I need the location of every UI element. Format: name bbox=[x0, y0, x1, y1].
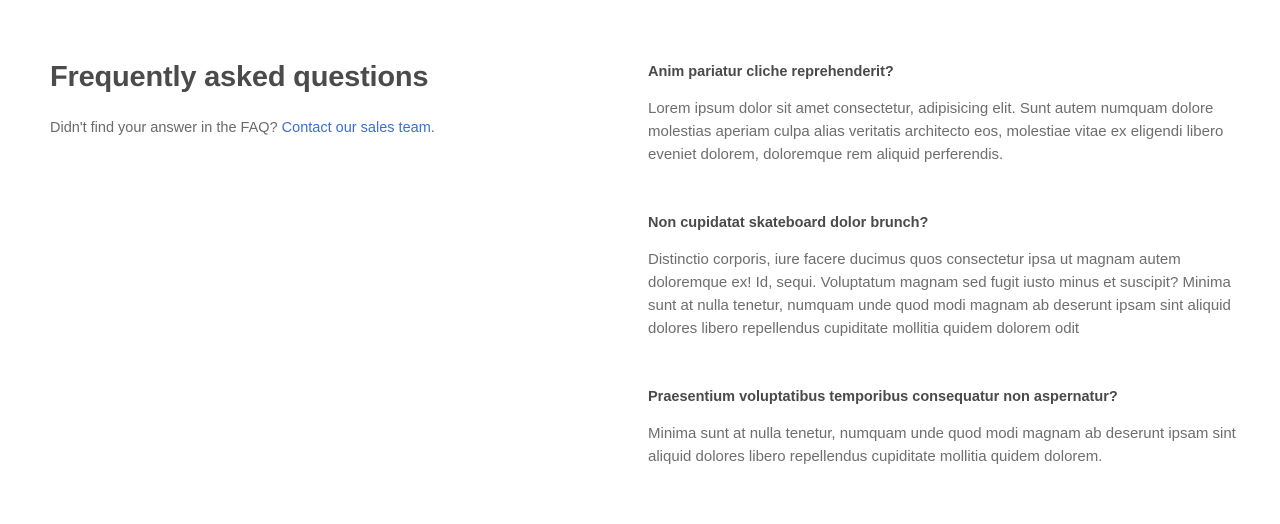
faq-list bbox=[648, 62, 1238, 468]
faq-subtitle-period: . bbox=[430, 120, 435, 136]
page-title: Frequently asked questions bbox=[50, 61, 429, 93]
faq-answer: Distinctio corporis, iure facere ducimus quos consectetur ipsa ut magnam autem doloremque ex! Id, sequi. Voluptatum magnam sed fugit iusto minus et suscipit? Minima sunt at nulla tenetur, numquam unde quod modi magnam ab deserunt ipsam sint aliquid dolores libero repellendus cupiditate mollitia quidem dolorem odit bbox=[648, 251, 1231, 337]
faq-item bbox=[648, 387, 1238, 468]
faq-answer: Lorem ipsum dolor sit amet consectetur, adipisicing elit. Sunt autem numquam dolore molestias aperiam culpa alias veritatis architecto eos, molestiae vitae ex eligendi libero eveniet dolorem, doloremque rem aliquid perferendis. bbox=[648, 100, 1224, 163]
faq-item bbox=[648, 213, 1238, 340]
faq-question: Praesentium voluptatibus temporibus consequatur non aspernatur? bbox=[648, 389, 1118, 405]
faq-intro bbox=[50, 58, 610, 138]
faq-answer: Minima sunt at nulla tenetur, numquam unde quod modi magnam ab deserunt ipsam sint aliquid dolores libero repellendus cupiditate mollitia quidem dolorem. bbox=[648, 425, 1236, 465]
faq-subtitle bbox=[50, 118, 610, 138]
faq-item bbox=[648, 62, 1238, 166]
contact-sales-link[interactable]: Contact our sales team bbox=[281, 120, 431, 136]
faq-question: Anim pariatur cliche reprehenderit? bbox=[648, 64, 894, 80]
faq-subtitle-text: Didn't find your answer in the FAQ? bbox=[50, 120, 282, 136]
faq-question: Non cupidatat skateboard dolor brunch? bbox=[648, 215, 929, 231]
